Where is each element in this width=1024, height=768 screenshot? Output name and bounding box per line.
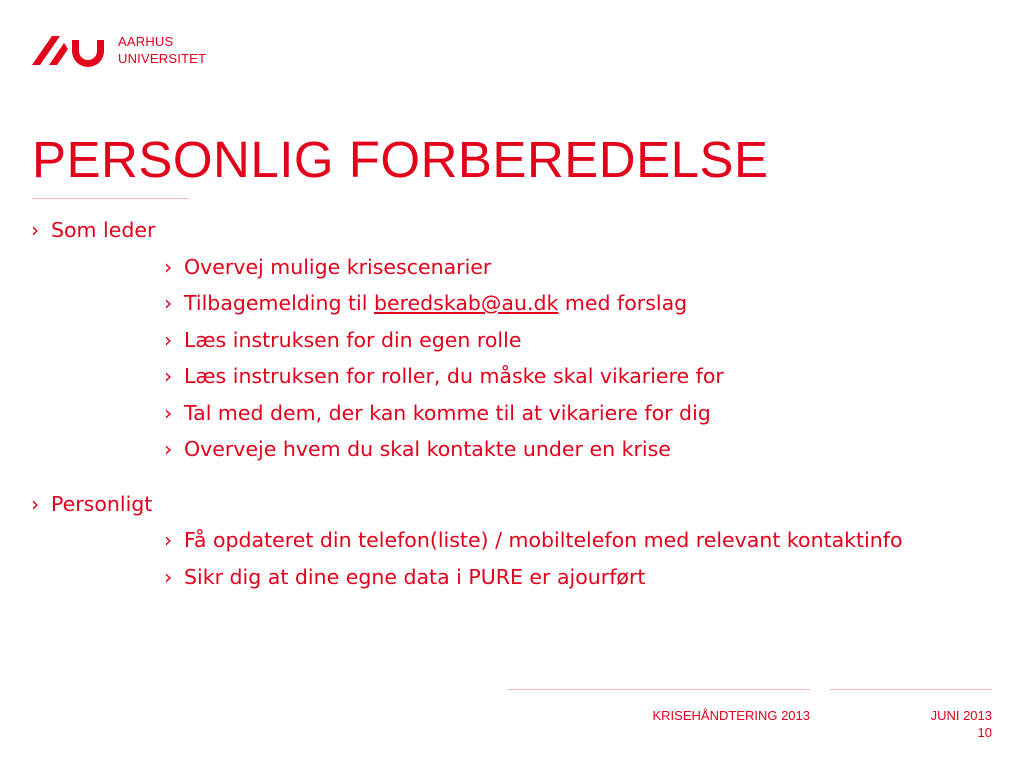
section-spacer [0, 468, 1024, 486]
list-item [0, 322, 1024, 359]
slide-content [0, 212, 1024, 595]
list-item [0, 285, 1024, 322]
list-item-text: Overvej mulige krisescenarier [184, 254, 492, 279]
university-name [118, 33, 206, 67]
bullet-chevron-icon: › [164, 437, 173, 461]
section-heading-som-leder [0, 212, 1024, 249]
list-item-text [184, 285, 687, 322]
list-item [0, 431, 1024, 468]
bullet-chevron-icon: › [164, 528, 173, 552]
footer-date: JUNI 2013 [930, 708, 992, 723]
list-item [0, 358, 1024, 395]
list-item [0, 522, 1024, 559]
page-number: 10 [977, 725, 992, 740]
list-item-text: Læs instruksen for din egen rolle [184, 327, 522, 352]
university-name-line1: AARHUS [118, 34, 174, 49]
university-name-line2: UNIVERSITET [118, 51, 207, 66]
title-divider [32, 198, 188, 199]
bullet-chevron-icon: › [164, 254, 173, 279]
list-item [0, 395, 1024, 432]
bullet-chevron-icon: › [164, 400, 173, 425]
footer-divider-left [507, 689, 810, 690]
section-label: Som leder [51, 218, 156, 242]
aarhus-university-logo-icon [32, 33, 104, 67]
list-item-text-before: Tilbagemelding til [184, 291, 374, 315]
footer-date-page [931, 707, 992, 741]
bullet-chevron-icon: › [31, 218, 40, 242]
slide-title: PERSONLIG FORBEREDELSE [32, 131, 769, 188]
bullet-chevron-icon: › [164, 291, 173, 315]
list-item [0, 559, 1024, 596]
list-item-text: Overveje hvem du skal kontakte under en krise [184, 437, 671, 461]
email-link[interactable]: beredskab@au.dk [373, 291, 559, 315]
list-item [0, 249, 1024, 286]
list-item-text: Sikr dig at dine egne data i PURE er ajourført [184, 564, 646, 589]
section-label: Personligt [51, 491, 153, 516]
bullet-chevron-icon: › [31, 491, 40, 516]
footer-presentation-title: KRISEHÅNDTERING 2013 [652, 708, 810, 723]
list-item-text: Tal med dem, der kan komme til at vikariere for dig [184, 400, 711, 425]
section-heading-personligt [0, 486, 1024, 523]
list-item-text: Læs instruksen for roller, du måske skal vikariere for [184, 364, 724, 388]
bullet-chevron-icon: › [164, 564, 173, 589]
bullet-chevron-icon: › [164, 364, 173, 388]
bullet-chevron-icon: › [164, 327, 173, 352]
list-item-text-after: med forslag [558, 291, 688, 315]
list-item-text: Få opdateret din telefon(liste) / mobiltelefon med relevant kontaktinfo [184, 528, 903, 552]
footer-divider-right [830, 689, 992, 690]
